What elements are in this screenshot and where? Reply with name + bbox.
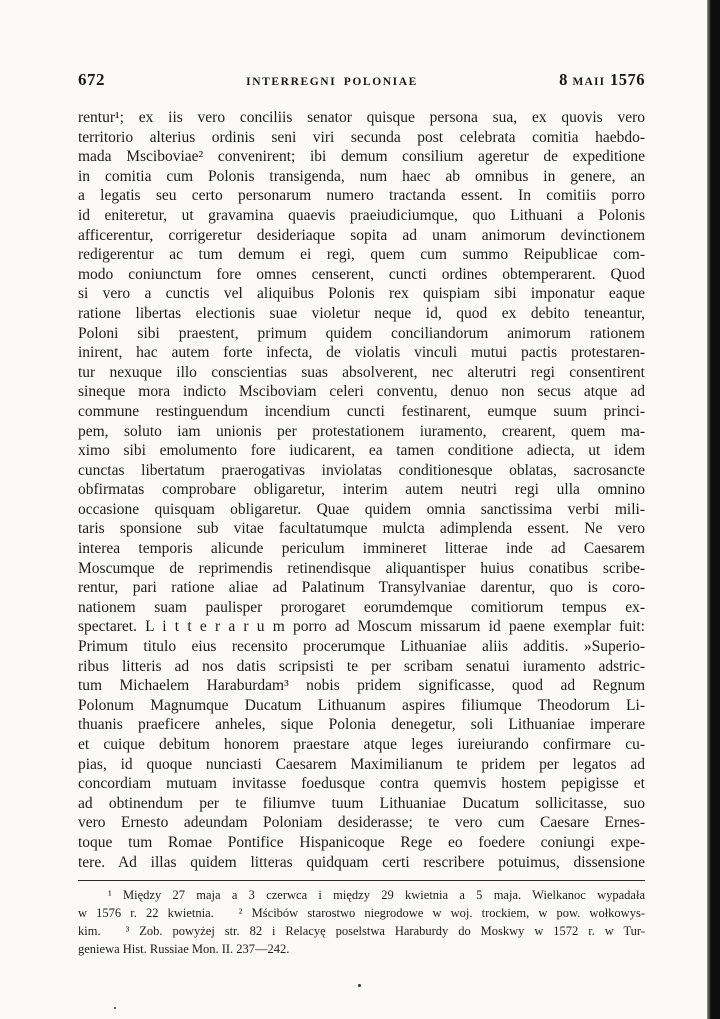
footnotes [78, 886, 645, 958]
scan-speck [358, 984, 361, 987]
body-line: ad obtinendum per te filiumve tuum Lithuaniae Ducatum sollicitasse, suo [78, 794, 645, 812]
body-line: spectaret. L i t t e r a r u m porro ad Moscum missarum id paene exemplar fuit: [78, 618, 645, 636]
body-line: territorio alterius ordinis seni viri secunda post celebrata comitia haebdo- [78, 128, 645, 146]
body-line: Poloni sibi praestent, primum quidem conciliandorum animorum rationem [78, 324, 645, 342]
body-line: sineque mora indicto Msciboviam celeri conventu, denuo non secus atque ad [78, 383, 645, 401]
body-line: Moscumque de reprimendis retinendisque aliquantisper huius conatibus scribe- [78, 559, 645, 577]
body-line: pias, id quoque nunciasti Caesarem Maximilianum te pridem per legatos ad [78, 755, 645, 773]
scan-edge-artifact [707, 0, 720, 1019]
body-line: a legatis seu certo personarum numero tractanda essent. In comitiis porro [78, 187, 645, 205]
footnote-line: ¹ Między 27 maja a 3 czerwca i między 29 kwietnia a 5 maja. Wielkanoc wypadała [108, 888, 645, 902]
body-line: nationem suam paulisper prorogaret eorumdemque comitiorum tempus ex- [78, 598, 645, 616]
body-line: redigerentur ac tum demum ei regi, quem cum summo Reipublicae com- [78, 246, 645, 264]
body-line: ximo sibi emolumento fore iudicarent, ea tamen conditione adiecta, ut idem [78, 442, 645, 460]
page-number: 672 [78, 70, 105, 89]
body-line: taris sponsione sub vitae facultatumque mulcta adimplenda essent. Ne vero [78, 520, 645, 538]
body-line: tere. Ad illas quidem litteras quidquam certi rescribere potuimus, dissensione [78, 853, 645, 871]
footnote-line: geniewa Hist. Russiae Mon. II. 237—242. [78, 942, 290, 956]
body-line: pem, soluto iam unionis per protestationem iuramento, crearent, quem ma- [78, 422, 645, 440]
body-line: cunctas libertatum praerogativas inviolatas conditionesque oblatas, sacrosancte [78, 461, 645, 479]
body-line: thuanis praeficere anheles, sique Polonia denegetur, soli Lithuaniae imperare [78, 716, 645, 734]
body-line: Primum titulo eius recensito procerumque Lithuaniae aliis additis. »Superio- [78, 638, 645, 656]
scan-speck [114, 1007, 116, 1009]
page-header [78, 70, 645, 90]
body-line: ribus litteris ad nos datis scripsisti te per scribam senatui iuramento adstric- [78, 657, 645, 675]
body-line: rentur, pari ratione aliae ad Palatinum Transylvaniae darentur, quo is coro- [78, 579, 645, 597]
running-title: INTERREGNI POLONIAE [246, 76, 418, 88]
body-line: interea temporis alicunde periculum immineret litterae inde ad Caesarem [78, 540, 645, 558]
date-month: MAII [572, 76, 606, 88]
body-line: mada Msciboviae² convenirent; ibi demum consilium ageretur de expeditione [78, 148, 645, 166]
footnote-line: kim. ³ Zob. powyżej str. 82 i Relacyę poselstwa Haraburdy do Moskwy w 1572 r. w Tur- [78, 924, 645, 938]
body-line: si vero a cunctis vel aliquibus Polonis rex quispiam sibi imponatur eaque [78, 285, 645, 303]
body-line: concordiam mutuam invitasse foedusque contra quemvis hostem pepigisse et [78, 775, 645, 793]
body-line: rentur¹; ex iis vero conciliis senator quisque persona sua, ex quovis vero [78, 109, 645, 126]
body-line: ratione libertas electionis suae violetur neque id, quod ex debito teneantur, [78, 304, 645, 322]
body-line: id eniteretur, ut gravamina quaevis praeiudiciumque, quo Lithuani a Polonis [78, 206, 645, 224]
body-line: in comitia cum Polonis transigenda, num haec ab omnibus in genere, an [78, 167, 645, 185]
body-line: vero Ernesto adeundam Poloniam desiderasse; te vero cum Caesare Ernes- [78, 814, 645, 832]
body-line: occasione quisquam obligaretur. Quae quidem omnia sanctissima verbi mili- [78, 500, 645, 518]
body-line: toque tum Romae Pontifice Hispanicoque Rege eo foedere coniungi expe- [78, 833, 645, 851]
body-line: tur nexuque illo conscientias suas absolverent, nec alterutri regi consentirent [78, 363, 645, 381]
body-line: commune restinguendum incendium cuncti festinarent, eumque suum princi- [78, 402, 645, 420]
footnote-separator [78, 880, 645, 881]
body-text [78, 108, 645, 872]
body-line: et cuique debitum honorem praestare atque leges iureiurando confirmare cu- [78, 736, 645, 753]
body-line: afficerentur, corrigeretur desideriaque sopita ad unam animorum devinctionem [78, 226, 645, 244]
body-line: tum Michaelem Haraburdam³ nobis pridem significasse, quod ad Regnum [78, 677, 645, 695]
header-date [559, 70, 645, 90]
date-day: 8 [559, 70, 568, 89]
body-line: Polonum Magnumque Ducatum Lithuanum aspires filiumque Theodorum Li- [78, 696, 645, 714]
footnote-line: w 1576 r. 22 kwietnia. ² Mścibów starostwo niegrodowe w woj. trockiem, w pow. wołkowys- [78, 906, 645, 920]
date-year: 1576 [609, 70, 645, 89]
body-line: modo coniunctum fore omnes censerent, cuncti ordines obtemperarent. Quod [78, 265, 645, 283]
body-line: obfirmatas comprobare obligaretur, interim autem neutri regi ulla omnino [78, 481, 645, 499]
body-line: inirent, hac autem forte infecta, de violatis vinculi mutui pactis protestaren- [78, 344, 645, 362]
